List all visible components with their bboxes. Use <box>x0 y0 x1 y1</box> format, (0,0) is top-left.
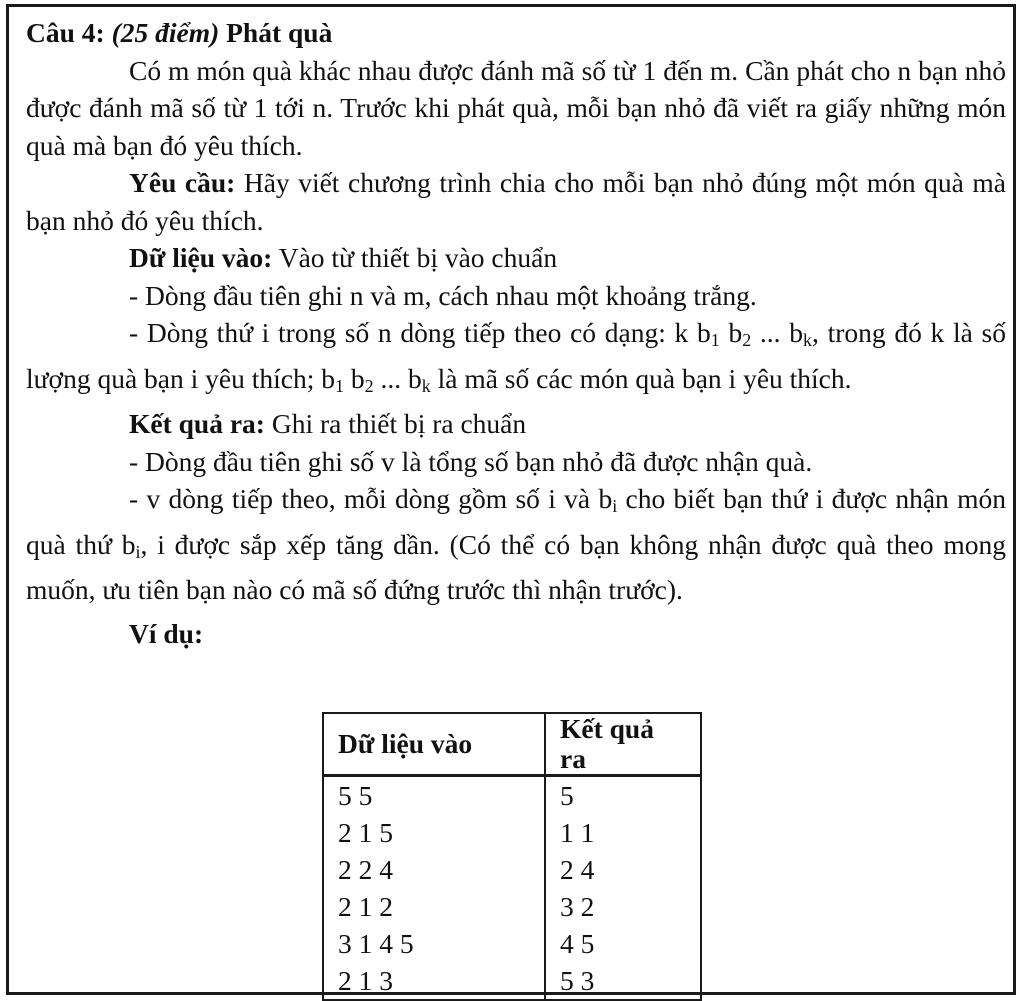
output-label: Kết quả ra: <box>129 408 265 439</box>
question-title: Phát quà <box>226 17 333 48</box>
example-heading <box>26 615 1006 653</box>
output-cell: 4 5 <box>545 925 701 962</box>
subscript: i <box>135 541 141 562</box>
question-points: (25 điểm) <box>111 17 220 48</box>
example-label: Ví dụ: <box>129 617 204 649</box>
input-line-2-part: ... b <box>373 362 422 394</box>
input-cell: 2 2 4 <box>323 851 545 888</box>
subscript: i <box>612 496 618 516</box>
input-cell: 5 5 <box>323 776 545 815</box>
output-line-1: - Dòng đầu tiên ghi số v là tổng số bạn nhỏ đã được nhận quà. <box>129 445 813 477</box>
input-cell: 2 1 5 <box>323 814 545 851</box>
table-row <box>323 962 701 1000</box>
table-row <box>323 776 701 815</box>
input-cell: 2 1 2 <box>323 888 545 925</box>
subscript: 2 <box>364 375 374 396</box>
output-cell: 5 <box>545 776 701 815</box>
subscript: k <box>421 375 431 396</box>
output-line-2 <box>26 480 1006 609</box>
output-cell: 2 4 <box>545 851 701 888</box>
output-line-2-part: - v dòng tiếp theo, mỗi dòng gồm số i và b <box>129 483 613 514</box>
problem-statement <box>26 14 1006 652</box>
input-line-1: - Dòng đầu tiên ghi n và m, cách nhau một khoảng trắng. <box>129 279 757 311</box>
input-line-2 <box>26 314 1006 405</box>
input-label: Dữ liệu vào: <box>129 242 273 273</box>
input-heading <box>26 239 1006 277</box>
requirement-paragraph <box>26 164 1006 239</box>
input-line-2-part: b <box>343 362 365 394</box>
input-line-2-part: , trong đó k là số lượng quà bạn i yêu thích; b <box>26 317 1007 394</box>
column-header-output: Kết quả ra <box>545 713 701 776</box>
input-text: Vào từ thiết bị vào chuẩn <box>278 242 558 273</box>
example-table-header <box>323 713 701 776</box>
table-row <box>323 851 701 888</box>
table-row <box>323 888 701 925</box>
output-cell: 1 1 <box>545 814 701 851</box>
requirement-label: Yêu cầu: <box>129 167 236 198</box>
output-text: Ghi ra thiết bị ra chuẩn <box>271 408 527 439</box>
output-cell: 5 3 <box>545 962 701 1000</box>
output-heading <box>26 405 1006 443</box>
output-line-2-part: , i được sắp xếp tăng dần. (Có thể có bạn không nhận được quà theo mong muốn, ưu tiên bạn nào có mã số đứng trước thì nhận trước). <box>26 528 1006 605</box>
column-header-input: Dữ liệu vào <box>323 713 545 776</box>
input-line-2-part: là mã số các món quà bạn i yêu thích. <box>430 362 852 394</box>
requirement-text: Hãy viết chương trình chia cho mỗi bạn nhỏ đúng một món quà mà bạn nhỏ đó yêu thích. <box>26 167 1006 236</box>
output-line-2-part: cho biết bạn thứ i được nhận món quà thứ b <box>26 483 1006 560</box>
subscript: 1 <box>334 375 344 396</box>
output-cell: 3 2 <box>545 888 701 925</box>
question-label: Câu 4: <box>26 17 105 48</box>
subscript: k <box>803 330 813 350</box>
input-line-2-part: - Dòng thứ i trong số n dòng tiếp theo có dạng: k b <box>129 317 711 348</box>
input-line-2-part: ... b <box>751 317 804 348</box>
intro-paragraph: Có m món quà khác nhau được đánh mã số từ 1 đến m. Cần phát cho n bạn nhỏ được đánh mã số từ 1 tới n. Trước khi phát quà, mỗi bạn nhỏ đã viết ra giấy những món quà mà bạn đó yêu thích. <box>26 54 1006 161</box>
input-line-2-part: b <box>719 317 743 348</box>
table-row <box>323 814 701 851</box>
question-heading <box>26 14 1006 52</box>
example-table <box>322 712 702 1001</box>
input-cell: 2 1 3 <box>323 962 545 1000</box>
subscript: 2 <box>742 330 752 350</box>
table-row <box>323 925 701 962</box>
input-cell: 3 1 4 5 <box>323 925 545 962</box>
subscript: 1 <box>710 330 720 350</box>
